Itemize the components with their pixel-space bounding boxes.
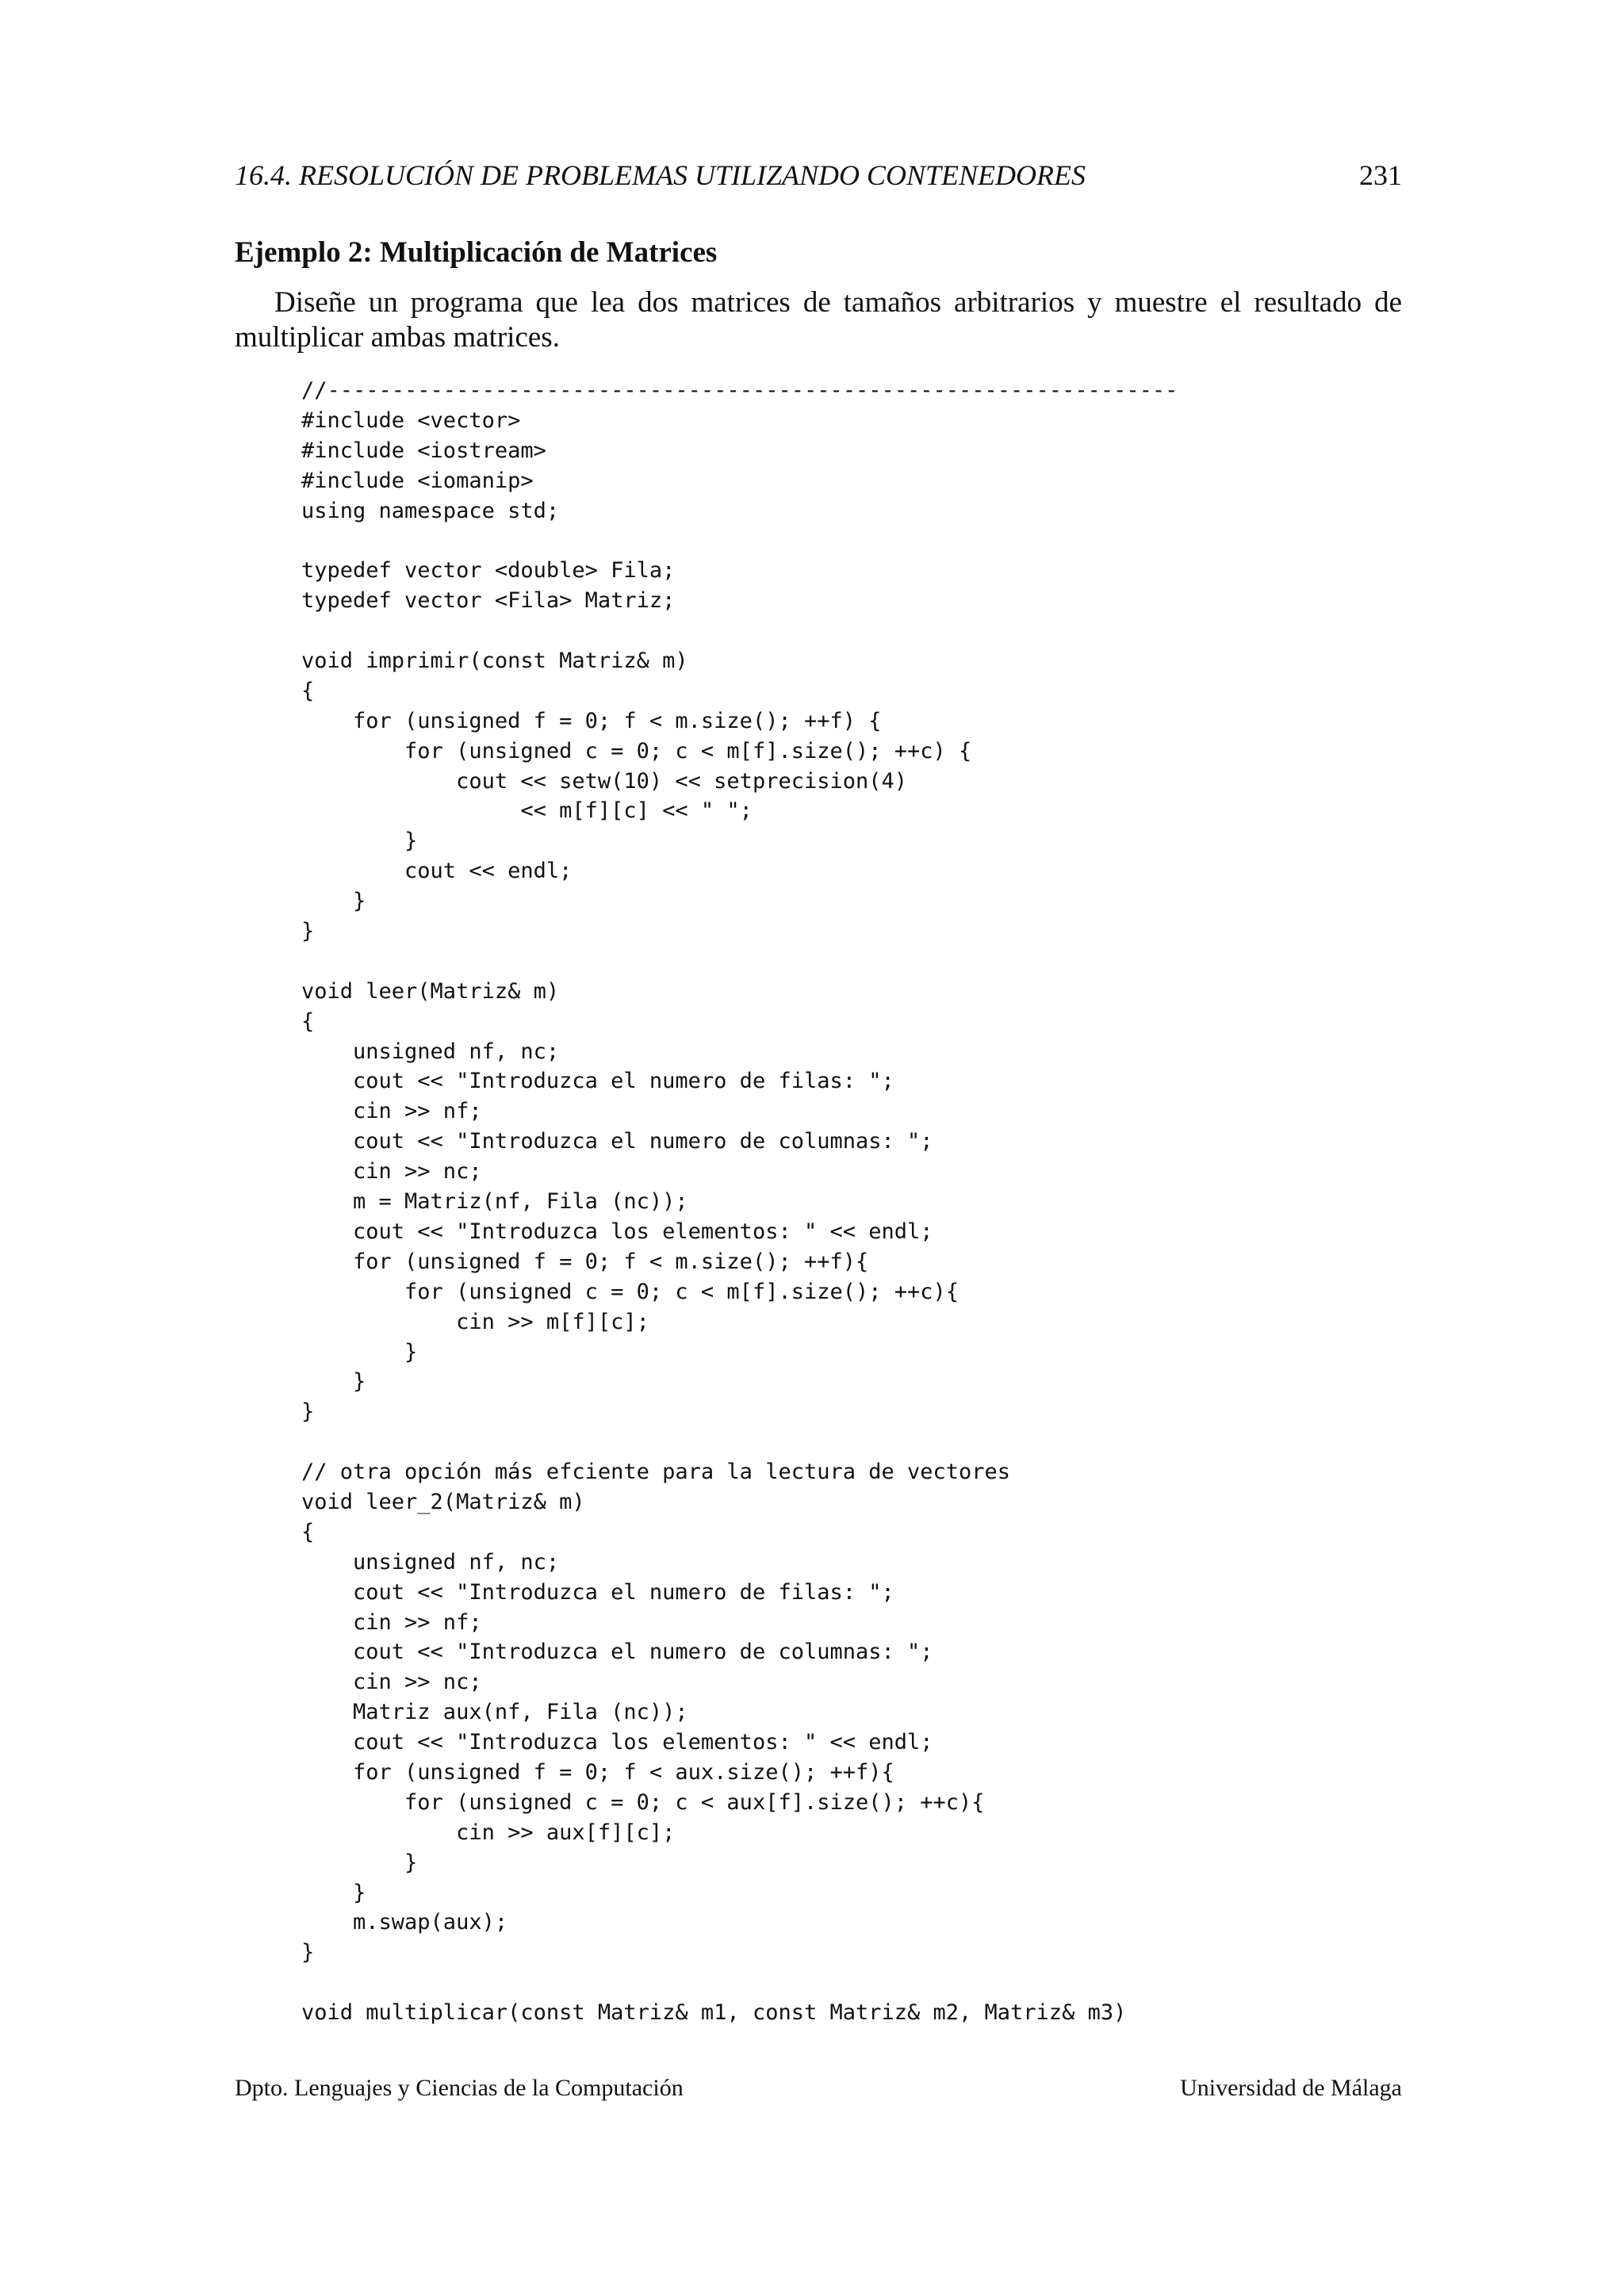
- code-line: #include <iostream>: [301, 438, 546, 463]
- paragraph-line: multiplicar ambas matrices.: [235, 321, 560, 354]
- code-line: cin >> nc;: [301, 1670, 482, 1695]
- code-line: #include <vector>: [301, 408, 521, 433]
- section-heading: Ejemplo 2: Multiplicación de Matrices: [235, 236, 718, 269]
- code-line: for (unsigned f = 0; f < m.size(); ++f){: [301, 1249, 869, 1274]
- code-line: m.swap(aux);: [301, 1910, 508, 1935]
- code-line: [301, 947, 1396, 977]
- code-line: typedef vector <double> Fila;: [301, 558, 676, 584]
- code-line: for (unsigned c = 0; c < m[f].size(); ++c){: [301, 1279, 959, 1304]
- code-line: {: [301, 1519, 315, 1544]
- code-line: cin >> m[f][c];: [301, 1309, 649, 1334]
- header-title: 16.4. RESOLUCIÓN DE PROBLEMAS UTILIZANDO CONTENEDORES: [235, 159, 1086, 191]
- code-line: using namespace std;: [301, 498, 560, 523]
- code-line: unsigned nf, nc;: [301, 1549, 560, 1575]
- code-line: cout << "Introduzca el numero de filas: ";: [301, 1579, 894, 1605]
- code-line: cout << "Introduzca el numero de columnas: ";: [301, 1640, 933, 1665]
- code-line: for (unsigned f = 0; f < m.size(); ++f) {: [301, 708, 882, 733]
- code-line: [301, 526, 1396, 556]
- code-line: for (unsigned f = 0; f < aux.size(); ++f){: [301, 1759, 894, 1785]
- code-line: }: [301, 1850, 418, 1875]
- running-footer: [235, 2072, 1402, 2104]
- code-line: [301, 1427, 1396, 1457]
- code-line: void multiplicar(const Matriz& m1, const Matriz& m2, Matriz& m3): [301, 2000, 1127, 2026]
- code-line: for (unsigned c = 0; c < aux[f].size(); ++c){: [301, 1789, 985, 1815]
- code-line: cin >> nc;: [301, 1159, 482, 1184]
- code-line: cout << "Introduzca los elementos: " << endl;: [301, 1730, 933, 1755]
- code-line: }: [301, 1339, 418, 1364]
- code-line: void leer_2(Matriz& m): [301, 1489, 585, 1514]
- code-line: cout << setw(10) << setprecision(4): [301, 768, 908, 794]
- code-line: << m[f][c] << " ";: [301, 798, 753, 824]
- footer-university: Universidad de Málaga: [1180, 2075, 1402, 2101]
- code-line: cin >> nf;: [301, 1099, 482, 1124]
- code-line: Matriz aux(nf, Fila (nc));: [301, 1700, 688, 1725]
- code-line: }: [301, 828, 418, 854]
- code-line: }: [301, 1369, 366, 1395]
- code-line: }: [301, 1940, 315, 1965]
- code-line: typedef vector <Fila> Matriz;: [301, 588, 676, 614]
- page-number: 231: [1359, 159, 1402, 191]
- code-line: cout << "Introduzca el numero de filas: ";: [301, 1069, 894, 1094]
- code-line: cin >> nf;: [301, 1609, 482, 1635]
- code-line: cin >> aux[f][c];: [301, 1820, 676, 1845]
- code-line: void leer(Matriz& m): [301, 978, 560, 1004]
- code-line: for (unsigned c = 0; c < m[f].size(); ++c) {: [301, 738, 972, 763]
- code-line: //------------------------------------------------------------------: [301, 378, 1178, 403]
- footer-department: Dpto. Lenguajes y Ciencias de la Computación: [235, 2075, 684, 2101]
- code-line: [301, 616, 1396, 646]
- code-line: void imprimir(const Matriz& m): [301, 649, 688, 674]
- code-line: cout << "Introduzca los elementos: " << endl;: [301, 1219, 933, 1244]
- code-line: [301, 1968, 1396, 1998]
- code-line: cout << "Introduzca el numero de columnas: ";: [301, 1129, 933, 1154]
- code-line: #include <iomanip>: [301, 468, 534, 493]
- paragraph-line: Diseñe un programa que lea dos matrices de tamaños arbitrarios y muestre el resultado de: [274, 286, 1402, 319]
- code-listing: [301, 376, 1396, 2028]
- code-line: {: [301, 1008, 315, 1034]
- code-line: }: [301, 1880, 366, 1905]
- code-line: }: [301, 1399, 315, 1425]
- code-line: m = Matriz(nf, Fila (nc));: [301, 1189, 688, 1215]
- problem-statement: [235, 285, 1402, 355]
- code-line: }: [301, 919, 315, 944]
- code-line: // otra opción más efciente para la lectura de vectores: [301, 1460, 1011, 1485]
- code-line: cout << endl;: [301, 859, 573, 884]
- code-line: {: [301, 678, 315, 703]
- code-line: unsigned nf, nc;: [301, 1039, 560, 1064]
- code-line: }: [301, 889, 366, 914]
- running-header: [235, 155, 1402, 195]
